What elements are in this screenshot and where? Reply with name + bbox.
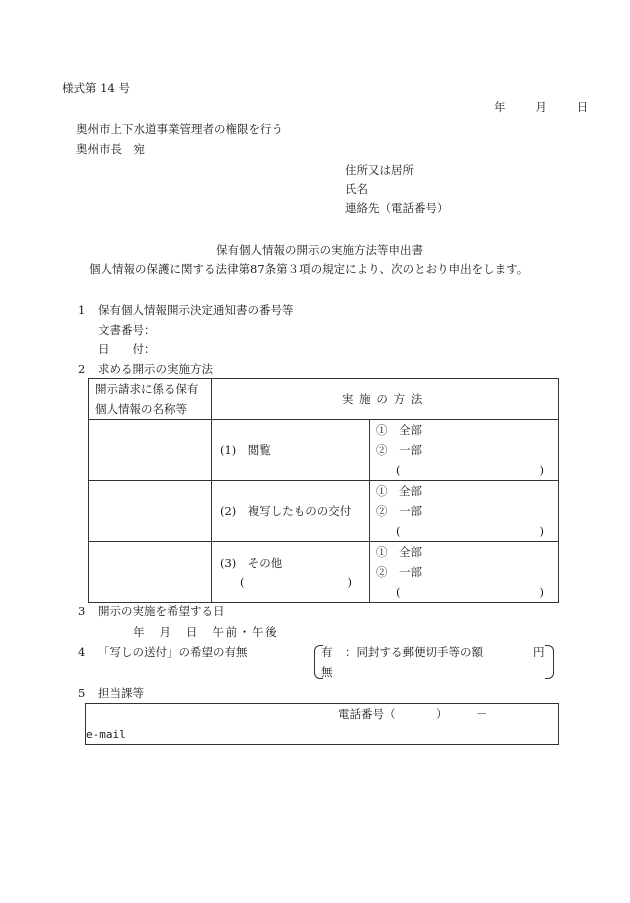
option-all[interactable]: ① 全部 xyxy=(376,423,422,437)
header-info-name: 開示請求に係る保有 個人情報の名称等 xyxy=(89,379,212,420)
option-cell xyxy=(370,542,559,603)
addressee-line2: 奥州市長 宛 xyxy=(76,142,145,156)
disclosure-method-table xyxy=(88,378,559,603)
option-partial[interactable]: ② 一部 xyxy=(376,504,422,518)
section2-number: 2 xyxy=(78,362,86,376)
yen-unit: 円 xyxy=(533,645,545,659)
option-cell xyxy=(370,481,559,542)
copy-send-no[interactable]: 無 xyxy=(321,665,333,679)
section4-number: 4 xyxy=(78,645,86,659)
section1-heading: 保有個人情報開示決定通知書の番号等 xyxy=(98,303,294,317)
option-partial[interactable]: ② 一部 xyxy=(376,565,422,579)
option-cell xyxy=(370,420,559,481)
info-name-cell[interactable] xyxy=(89,542,212,603)
form-title: 保有個人情報の開示の実施方法等申出書 xyxy=(216,243,423,257)
table-row xyxy=(89,481,559,542)
applicant-contact-label: 連絡先（電話番号） xyxy=(345,201,449,215)
doc-number-label: 文書番号： xyxy=(98,323,156,337)
option-all[interactable]: ① 全部 xyxy=(376,484,422,498)
partial-detail[interactable]: ( ) xyxy=(396,463,544,477)
info-name-cell[interactable] xyxy=(89,481,212,542)
option-all[interactable]: ① 全部 xyxy=(376,545,422,559)
table-row xyxy=(89,542,559,603)
intro-text: 個人情報の保護に関する法律第87条第３項の規定により、次のとおり申出をします。 xyxy=(89,262,529,276)
section5-number: 5 xyxy=(78,686,86,700)
partial-detail[interactable]: ( ) xyxy=(396,524,544,538)
option-partial[interactable]: ② 一部 xyxy=(376,443,422,457)
form-number: 様式第 14 号 xyxy=(62,81,130,95)
preferred-date-line[interactable]: 年 月 日 午前・午後 xyxy=(133,625,279,639)
applicant-name-label: 氏名 xyxy=(345,182,368,196)
partial-detail[interactable]: ( ) xyxy=(396,585,544,599)
header-method: 実施の方法 xyxy=(212,379,559,420)
submission-date: 年 月 日 xyxy=(494,100,598,114)
contact-box[interactable] xyxy=(85,703,559,745)
other-detail[interactable]: ( ) xyxy=(240,575,352,589)
section2-heading: 求める開示の実施方法 xyxy=(98,362,213,376)
addressee-line1: 奥州市上下水道事業管理者の権限を行う xyxy=(76,122,283,136)
section4-heading: 「写しの送付」の希望の有無 xyxy=(98,645,248,659)
right-brace xyxy=(545,645,554,679)
section3-number: 3 xyxy=(78,604,86,618)
method-other: (3) その他 ( ) xyxy=(212,542,370,603)
table-header-row xyxy=(89,379,559,420)
postage-amount-label: ：同封する郵便切手等の額 xyxy=(345,645,483,659)
phone-label: 電話番号（ xyxy=(338,707,396,721)
section1-number: 1 xyxy=(78,303,86,317)
phone-dash: － xyxy=(476,707,488,721)
table-row xyxy=(89,420,559,481)
section5-heading: 担当課等 xyxy=(98,686,144,700)
email-label: e-mail xyxy=(86,728,126,741)
phone-close: ） xyxy=(436,707,448,721)
notice-date-label: 日 付： xyxy=(98,342,156,356)
applicant-address-label: 住所又は居所 xyxy=(345,163,414,177)
method-inspection: (1) 閲覧 xyxy=(212,420,370,481)
info-name-cell[interactable] xyxy=(89,420,212,481)
copy-send-yes[interactable]: 有 xyxy=(321,645,333,659)
method-copy-delivery: (2) 複写したものの交付 xyxy=(212,481,370,542)
section3-heading: 開示の実施を希望する日 xyxy=(98,604,225,618)
